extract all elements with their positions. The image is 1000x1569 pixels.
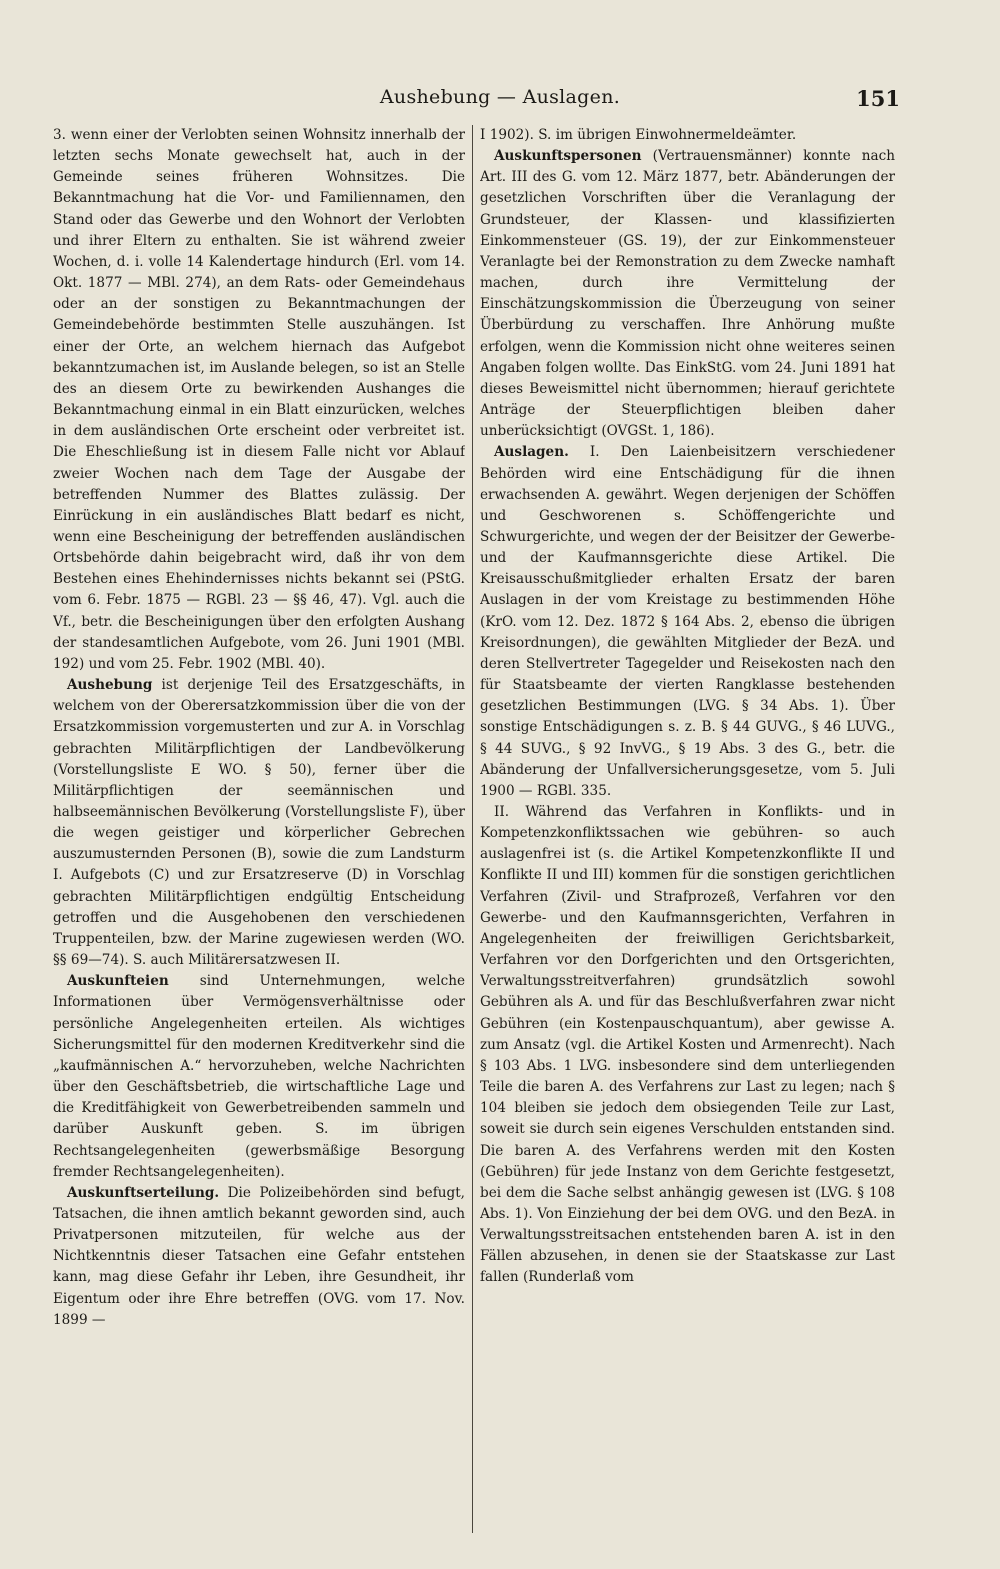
entry-text: Die Polizeibehörden sind befugt, Tatsachen, die ihnen amtlich bekannt geworden sind, auch Privatpersonen mitzuteilen, für welche aus der Nichtkenntnis dieser Tatsachen eine Gefahr entstehen kann, mag diese Gefahr ihr Leben, ihre Gesundheit, ihr Eigentum oder ihre Ehre betreffen (OVG. vom 17. Nov. 1899 —	[53, 1184, 465, 1328]
entry-auslagen	[480, 442, 895, 802]
entry-paragraph	[53, 125, 465, 675]
continuation-paragraph	[480, 125, 895, 146]
entry-text: sind Unternehmungen, welche Informationen über Vermögensverhältnisse oder persönliche Angelegenheiten erteilen. Als wichtiges Sicherungsmittel für den modernen Kreditverkehr sind die „kaufmännischen A.“ hervorzuheben, welche Nachrichten über den Geschäftsbetrieb, die wirtschaftliche Lage und die Kreditfähigkeit von Gewerbetreibenden sammeln und darüber Auskunft geben. S. im übrigen Rechtsangelegenheiten (gewerbsmäßige Besorgung fremder Rechtsangelegenheiten).	[53, 973, 465, 1180]
headword: Auslagen.	[494, 444, 569, 461]
entry-auslagen-section-2	[480, 802, 895, 1289]
headword: Aushebung	[67, 677, 153, 694]
entry-text: (Vertrauensmänner) konnte nach Art. III des G. vom 12. März 1877, betr. Abänderungen der gesetzlichen Vorschriften über die Veranlagung der Grundsteuer, der Klassen- und klassifizierten Einkommensteuer (GS. 19), der zur Einkommensteuer Veranlagte bei der Remonstration zu dem Zwecke namhaft machen, durch ihre Vermittelung der Einschätzungskommission die Überzeugung von seiner Überbürdung zu verschaffen. Ihre Anhörung mußte erfolgen, wenn die Kommission nicht ohne weiteres seinen Angaben folgen wollte. Das EinkStG. vom 24. Juni 1891 hat dieses Beweismittel nicht übernommen; hierauf gerichtete Anträge der Steuerpflichtigen bleiben daher unberücksichtigt (OVGSt. 1, 186).	[480, 148, 895, 440]
paragraph-text: II. Während das Verfahren in Konflikts- und in Kompetenzkonfliktssachen wie gebühren- so auch auslagenfrei ist (s. die Artikel Kompetenzkonflikte II und Konflikte II und III) kommen für die sonstigen gerichtlichen Verfahren (Zivil- und Strafprozeß, Verfahren vor den Gewerbe- und den Kaufmannsgerichten, Verfahren in Angelegenheiten der freiwilligen Gerichtsbarkeit, Verfahren vor den Dorfgerichten und den Ortsgerichten, Verwaltungsstreitverfahren) grundsätzlich sowohl Gebühren als A. und für das Beschlußverfahren zwar nicht Gebühren (ein Kostenpauschquantum), aber gewisse A. zum Ansatz (vgl. die Artikel Kosten und Armenrecht). Nach § 103 Abs. 1 LVG. insbesondere sind dem unterliegenden Teile die baren A. des Verfahrens zur Last zu legen; nach § 104 bleiben sie jedoch dem obsiegenden Teile zur Last, soweit sie durch sein eigenes Verschulden entstanden sind. Die baren A. des Verfahrens werden mit den Kosten (Gebühren) für jede Instanz von dem Gerichte festgesetzt, bei dem die Sache selbst anhängig gewesen ist (LVG. § 108 Abs. 1). Von Einziehung der bei dem OVG. und den BezA. in Verwaltungsstreitsachen entstehenden baren A. ist in den Fällen abzusehen, in denen sie der Staatskasse zur Last fallen (Runderlaß vom	[480, 804, 895, 1286]
entry-text: I. Den Laienbeisitzern verschiedener Behörden wird eine Entschädigung für die ihnen erwachsenden A. gewährt. Wegen derjenigen der Schöffen und Geschworenen s. Schöffengerichte und Schwurgerichte, und wegen der der Beisitzer der Gewerbe- und der Kaufmannsgerichte diese Artikel. Die Kreisausschußmitglieder erhalten Ersatz der baren Auslagen in der vom Kreistage zu bestimmenden Höhe (KrO. vom 12. Dez. 1872 § 164 Abs. 2, ebenso die übrigen Kreisordnungen), die gewählten Mitglieder der BezA. und deren Stellvertreter Tagegelder und Reisekosten nach den für Staatsbeamte der vierten Rangklasse bestehenden gesetzlichen Bestimmungen (LVG. § 34 Abs. 1). Über sonstige Entschädigungen s. z. B. § 44 GUVG., § 46 LUVG., § 44 SUVG., § 92 InvVG., § 19 Abs. 3 des G., betr. die Abänderung der Unfallversicherungsgesetze, vom 5. Juli 1900 — RGBl. 335.	[480, 444, 895, 799]
paragraph-text: I 1902). S. im übrigen Einwohnermeldeämter.	[480, 127, 797, 143]
headword: Auskunftserteilung.	[67, 1184, 220, 1201]
running-title: Aushebung — Auslagen.	[379, 86, 621, 108]
entry-auskunfteien	[53, 971, 465, 1183]
page-number: 151	[856, 86, 900, 111]
entry-auskunftspersonen	[480, 146, 895, 442]
right-column	[480, 125, 895, 1535]
headword: Auskunftspersonen	[494, 148, 642, 165]
entry-text: ist derjenige Teil des Ersatzgeschäfts, in welchem von der Oberersatzkommission über die von der Ersatzkommission vorgemusterten und zur A. in Vorschlag gebrachten Militärpflichtigen der Landbevölkerung (Vorstellungsliste E WO. § 50), ferner über die Militärpflichtigen der seemännischen und halbseemännischen Bevölkerung (Vorstellungsliste F), über die wegen geistiger und körperlicher Gebrechen auszumusternden Personen (B), sowie die zum Landsturm I. Aufgebots (C) und zur Ersatzreserve (D) in Vorschlag gebrachten Militärpflichtigen endgültig Entscheidung getroffen und die Ausgehobenen den verschiedenen Truppenteilen, bzw. der Marine zugewiesen werden (WO. §§ 69—74). S. auch Militärersatzwesen II.	[53, 677, 465, 969]
column-divider	[472, 125, 473, 1533]
left-column	[53, 125, 465, 1535]
entry-auskunftserteilung	[53, 1183, 465, 1331]
entry-aushebung	[53, 675, 465, 971]
paragraph-text: 3. wenn einer der Verlobten seinen Wohnsitz innerhalb der letzten sechs Monate gewechselt hat, auch in der Gemeinde seines früheren Wohnsitzes. Die Bekanntmachung hat die Vor- und Familiennamen, den Stand oder das Gewerbe und den Wohnort der Verlobten und ihrer Eltern zu enthalten. Sie ist während zweier Wochen, d. i. volle 14 Kalendertage hindurch (Erl. vom 14. Okt. 1877 — MBl. 274), an dem Rats- oder Gemeindehaus oder an der sonstigen zu Bekanntmachungen der Gemeindebehörde bestimmten Stelle auszuhängen. Ist einer der Orte, an welchem hiernach das Aufgebot bekanntzumachen ist, im Auslande belegen, so ist an Stelle des an diesem Orte zu bewirkenden Aushanges die Bekanntmachung einmal in ein Blatt einzurücken, welches in dem ausländischen Orte erscheint oder verbreitet ist. Die Eheschließung ist in diesem Falle nicht vor Ablauf zweier Wochen nach dem Tage der Ausgabe der betreffenden Nummer des Blattes zulässig. Der Einrückung in ein ausländisches Blatt bedarf es nicht, wenn eine Bescheinigung der betreffenden ausländischen Ortsbehörde dahin beigebracht wird, daß ihr von dem Bestehen eines Ehehindernisses nichts bekannt sei (PStG. vom 6. Febr. 1875 — RGBl. 23 — §§ 46, 47). Vgl. auch die Vf., betr. die Bescheinigungen über den erfolgten Aushang der standesamtlichen Aufgebote, vom 26. Juni 1901 (MBl. 192) und vom 25. Febr. 1902 (MBl. 40).	[53, 127, 465, 672]
headword: Auskunfteien	[67, 973, 169, 990]
